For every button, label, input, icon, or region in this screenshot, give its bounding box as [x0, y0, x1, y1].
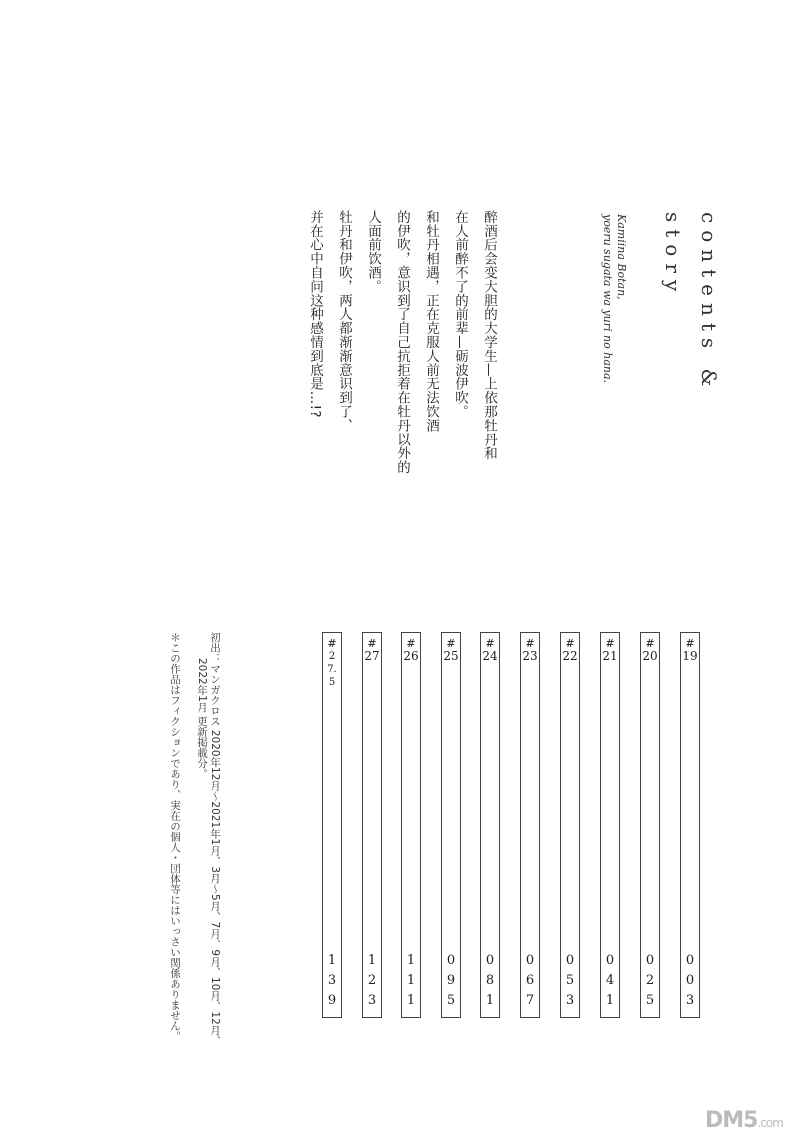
chapter-page: 0 4 1: [605, 953, 615, 1008]
notes-disclaimer: ＊この作品はフィクションであり、実在の個人・団体等にはいっさい関係ありません。: [169, 632, 181, 1042]
chapter-number: # 27: [364, 637, 380, 663]
heading-line-2: story: [661, 212, 685, 299]
contents-heading: [655, 212, 727, 452]
chapter-entry-25[interactable]: [441, 632, 461, 1018]
chapter-number: # 27.5: [327, 637, 337, 688]
subtitle-line-2: yoeru sugata wa yuri no hana.: [601, 214, 614, 384]
chapter-page: 0 8 1: [485, 953, 495, 1008]
chapter-number: # 26: [403, 637, 419, 663]
chapter-page: 1 1 1: [406, 953, 416, 1008]
chapter-entry-22[interactable]: [560, 632, 580, 1018]
chapter-number: # 21: [602, 637, 618, 663]
chapter-entry-20[interactable]: [640, 632, 660, 1018]
story-line: 并在心中自问这种感情到底是…!?: [307, 210, 323, 418]
chapter-entry-27-5[interactable]: [322, 632, 342, 1018]
heading-line-1: contents &: [697, 212, 721, 394]
chapter-entry-27[interactable]: [362, 632, 382, 1018]
chapter-number: # 20: [642, 637, 658, 663]
notes-line-1: 初出：マンガクロス 2020年12月～2021年1月、3月～5月、7月、9月、10月、12月、: [209, 632, 221, 1046]
publication-notes: [168, 632, 221, 1092]
story-line: 的伊吹，意识到了自己抗拒着在牡丹以外的: [394, 210, 410, 475]
chapter-page: 1 3 9: [327, 953, 337, 1008]
chapter-entry-19[interactable]: [680, 632, 700, 1018]
story-line: 和牡丹相遇，正在克服人前无法饮酒: [423, 210, 439, 433]
story-line: 牡丹和伊吹，两人都渐渐意识到了、: [336, 210, 352, 433]
chapter-page: 0 0 3: [685, 953, 695, 1008]
romanized-title: [600, 214, 628, 383]
story-line: 醉酒后会变大胆的大学生—上依那牡丹和: [481, 210, 497, 461]
notes-line-2: 2022年1月 更新掲載分。: [196, 658, 208, 779]
chapter-page: 0 2 5: [645, 953, 655, 1008]
chapter-page: 0 9 5: [446, 953, 456, 1008]
chapter-number: # 22: [562, 637, 578, 663]
watermark-logo: DM5.com: [705, 1108, 783, 1133]
chapter-page: 1 2 3: [367, 953, 377, 1008]
chapter-number: # 23: [522, 637, 538, 663]
story-summary: [307, 210, 503, 610]
chapter-number: # 24: [482, 637, 498, 663]
chapter-entry-21[interactable]: [600, 632, 620, 1018]
story-line: 在人前醉不了的前辈—砺波伊吹。: [452, 210, 468, 419]
chapter-entry-24[interactable]: [480, 632, 500, 1018]
story-line: 人面前饮酒。: [365, 210, 381, 294]
chapter-number: # 19: [682, 637, 698, 663]
chapter-page: 0 5 3: [565, 953, 575, 1008]
chapter-number: # 25: [443, 637, 459, 663]
chapter-entry-23[interactable]: [520, 632, 540, 1018]
chapter-entry-26[interactable]: [401, 632, 421, 1018]
chapter-page: 0 6 7: [525, 953, 535, 1008]
subtitle-line-1: Kamiina Botan,: [615, 214, 628, 300]
